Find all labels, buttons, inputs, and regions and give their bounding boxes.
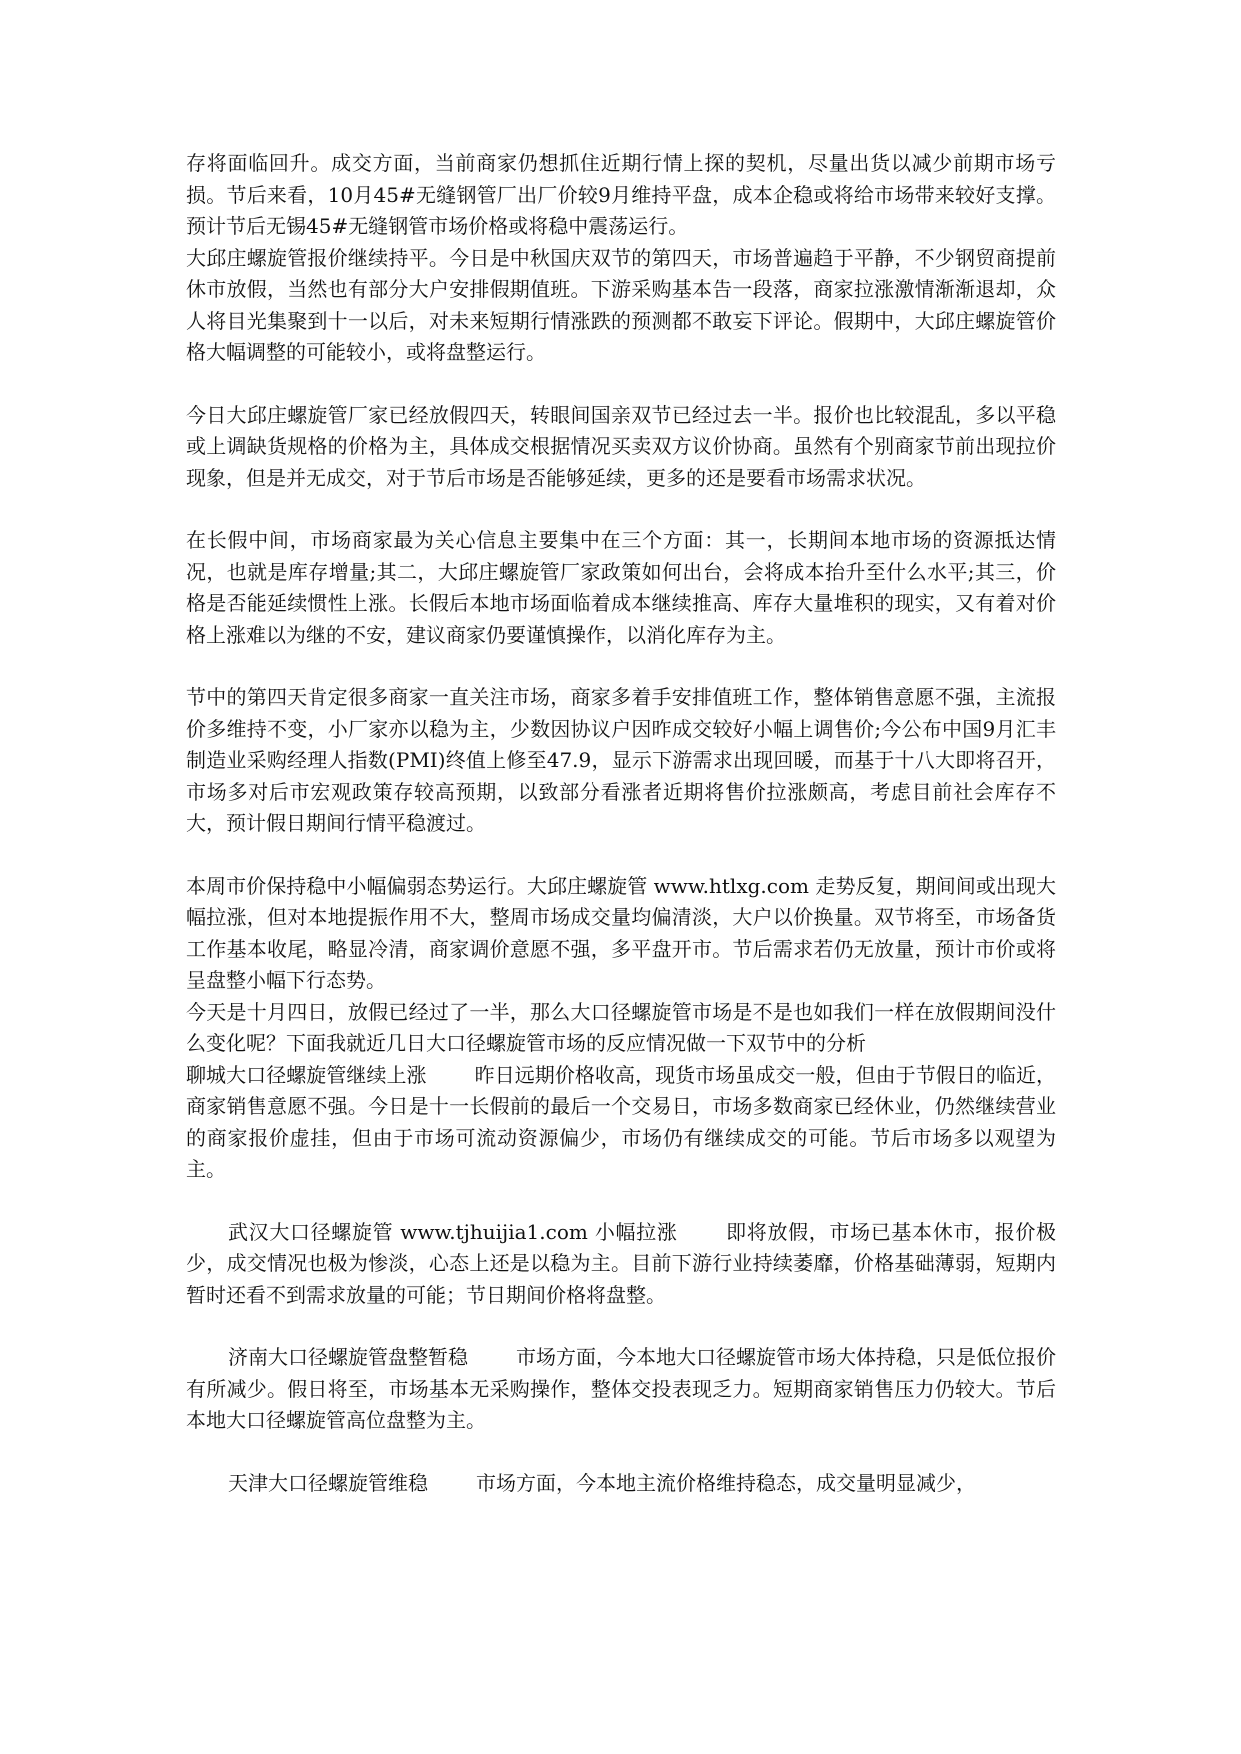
jinan-heading: 济南大口径螺旋管盘整暂稳 xyxy=(228,1345,468,1369)
paragraph-jinan xyxy=(186,1342,1056,1437)
liaocheng-heading: 聊城大口径螺旋管继续上涨 xyxy=(186,1062,427,1087)
paragraph-october-fourth: 今天是十月四日，放假已经过了一半，那么大口径螺旋管市场是不是也如我们一样在放假期间没什么变化呢？下面我就近几日大口径螺旋管市场的反应情况做一下双节中的分析 xyxy=(186,999,1056,1055)
paragraph-market-concerns: 在长假中间，市场商家最为关心信息主要集中在三个方面：其一，长期间本地市场的资源抵达情况，也就是库存增量;其二，大邱庄螺旋管厂家政策如何出台，会将成本抬升至什么水平;其三，价格是否能延续惯性上涨。长假后本地市场面临着成本继续推高、库存大量堆积的现实，又有着对价格上涨难以为继的不安，建议商家仍要谨慎操作，以消化库存为主。 xyxy=(186,528,1056,647)
paragraph-wuhan xyxy=(186,1217,1056,1312)
liaocheng-body: 昨日远期价格收高，现货市场虽成交一般，但由于节假日的临近，商家销售意愿不强。今日是十一长假前的最后一个交易日，市场多数商家已经休业，仍然继续营业的商家报价虚挂，但由于市场可流动资源偏少，市场仍有继续成交的可能。节后市场多以观望为主。 xyxy=(186,1062,1057,1181)
paragraph-day-four: 节中的第四天肯定很多商家一直关注市场，商家多着手安排值班工作，整体销售意愿不强，主流报价多维持不变，小厂家亦以稳为主，少数因协议户因昨成交较好小幅上调售价;今公布中国9月汇丰制造业采购经理人指数(PMI)终值上修至47.9，显示下游需求出现回暖，而基于十八大即将召开，市场多对后市宏观政策存较高预期，以致部分看涨者近期将售价拉涨颇高，考虑目前社会库存不大，预计假日期间行情平稳渡过。 xyxy=(186,685,1056,835)
tianjin-body: 市场方面，今本地主流价格维持稳态，成交量明显减少， xyxy=(476,1470,976,1495)
paragraph-tianjin xyxy=(186,1468,1056,1500)
document-page xyxy=(186,148,1056,1499)
jinan-body: 市场方面，今本地大口径螺旋管市场大体持稳，只是低位报价有所减少。假日将至，市场基本无采购操作，整体交投表现乏力。短期商家销售压力仍较大。节后本地大口径螺旋管高位盘整为主。 xyxy=(186,1345,1056,1432)
tianjin-heading: 天津大口径螺旋管维稳 xyxy=(228,1470,428,1495)
paragraph-daqiuzhuang-holiday: 今日大邱庄螺旋管厂家已经放假四天，转眼间国亲双节已经过去一半。报价也比较混乱，多以平稳或上调缺货规格的价格为主，具体成交根据情况买卖双方议价协商。虽然有个别商家节前出现拉价现象，但是并无成交，对于节后市场是否能够延续，更多的还是要看市场需求状况。 xyxy=(186,402,1056,490)
paragraph-daqiuzhuang-flat: 大邱庄螺旋管报价继续持平。今日是中秋国庆双节的第四天，市场普遍趋于平静，不少钢贸商提前休市放假，当然也有部分大户安排假期值班。下游采购基本告一段落，商家拉涨激情渐渐退却，众人将目光集聚到十一以后，对未来短期行情涨跌的预测都不敢妄下评论。假期中，大邱庄螺旋管价格大幅调整的可能较小，或将盘整运行。 xyxy=(186,245,1056,364)
wuhan-heading: 武汉大口径螺旋管 www.tjhuijia1.com 小幅拉涨 xyxy=(228,1219,678,1244)
paragraph-wuxi-seamless-pipe: 存将面临回升。成交方面，当前商家仍想抓住近期行情上探的契机，尽量出货以减少前期市场亏损。节后来看，10月45#无缝钢管厂出厂价较9月维持平盘，成本企稳或将给市场带来较好支撑。预计节后无锡45#无缝钢管市场价格或将稳中震荡运行。 xyxy=(186,151,1056,238)
paragraph-liaocheng xyxy=(186,1060,1056,1186)
wuhan-body: 即将放假，市场已基本休市，报价极少，成交情况也极为惨淡，心态上还是以稳为主。目前下游行业持续萎靡，价格基础薄弱，短期内暂时还看不到需求放量的可能；节日期间价格将盘整。 xyxy=(186,1219,1057,1307)
paragraph-weekly-summary: 本周市价保持稳中小幅偏弱态势运行。大邱庄螺旋管 www.htlxg.com 走势反复，期间间或出现大幅拉涨，但对本地提振作用不大，整周市场成交量均偏清淡，大户以价换量。双节将至，市场备货工作基本收尾，略显冷清，商家调价意愿不强，多平盘开市。节后需求若仍无放量，预计市价或将呈盘整小幅下行态势。 xyxy=(186,873,1056,992)
